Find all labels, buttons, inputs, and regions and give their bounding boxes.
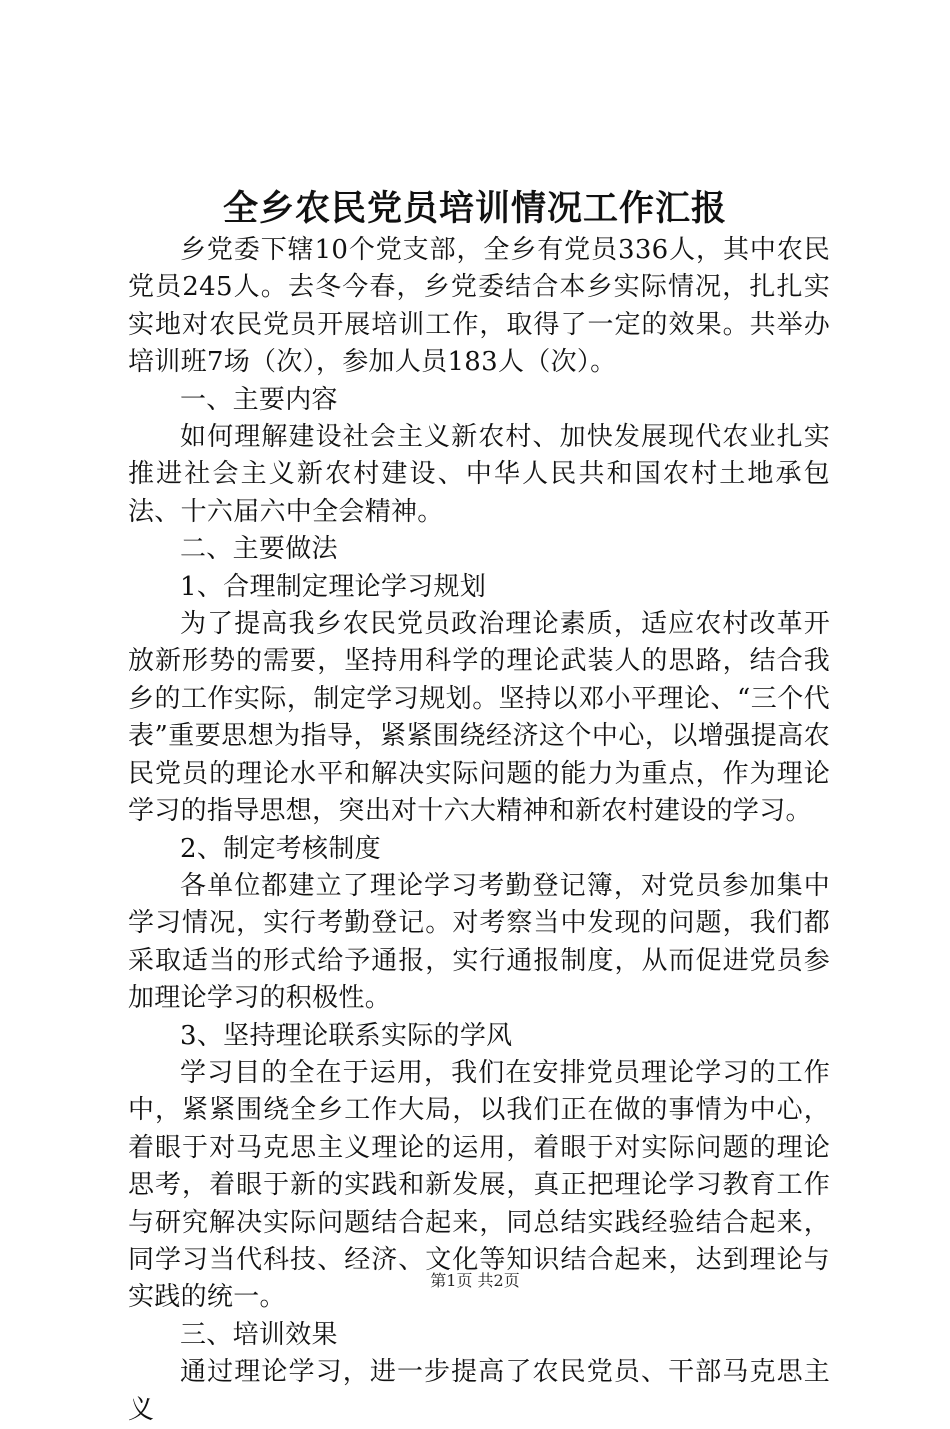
subheading-study-style: 3、坚持理论联系实际的学风 bbox=[180, 1020, 513, 1051]
paragraph-assessment: 各单位都建立了理论学习考勤登记簿，对党员参加集中学习情况，实行考勤登记。对考察当中发现的问题，我们都采取适当的形式给予通报，实行通报制度，从而促进党员参加理论学习的积极性。 bbox=[128, 870, 830, 1014]
paragraph-study-plan: 为了提高我乡农民党员政治理论素质，适应农村改革开放新形势的需要，坚持用科学的理论武装人的思路，结合我乡的工作实际，制定学习规划。坚持以邓小平理论、“三个代表”重要思想为指导，紧紧围绕经济这个中心，以增强提高农民党员的理论水平和解决实际问题的能力为重点，作为理论学习的指导思想，突出对十六大精神和新农村建设的学习。 bbox=[128, 609, 830, 827]
section-heading-main-content: 一、主要内容 bbox=[180, 384, 338, 415]
paragraph-main-content: 如何理解建设社会主义新农村、加快发展现代农业扎实推进社会主义新农村建设、中华人民共和国农村土地承包法、十六届六中全会精神。 bbox=[128, 422, 830, 527]
page-footer: 第1页 共2页 bbox=[430, 1271, 520, 1290]
paragraph-training-results: 通过理论学习，进一步提高了农民党员、干部马克思主义 bbox=[128, 1357, 830, 1425]
paragraph-intro: 乡党委下辖10个党支部，全乡有党员336人，其中农民党员245人。去冬今春，乡党委结合本乡实际情况，扎扎实实地对农民党员开展培训工作，取得了一定的效果。共举办培训班7场（次），参加人员183人（次）。 bbox=[128, 235, 830, 378]
section-heading-main-methods: 二、主要做法 bbox=[180, 534, 338, 565]
paragraph-study-style: 学习目的全在于运用，我们在安排党员理论学习的工作中，紧紧围绕全乡工作大局，以我们正在做的事情为中心，着眼于对马克思主义理论的运用，着眼于对实际问题的理论思考，着眼于新的实践和新发展，真正把理论学习教育工作与研究解决实际问题结合起来，同总结实践经验结合起来，同学习当代科技、经济、文化等知识结合起来，达到理论与实践的统一。 bbox=[128, 1057, 830, 1313]
subheading-assessment: 2、制定考核制度 bbox=[180, 833, 381, 864]
subheading-study-plan: 1、合理制定理论学习规划 bbox=[180, 571, 487, 602]
section-heading-training-results: 三、培训效果 bbox=[180, 1319, 338, 1350]
document-title: 全乡农民党员培训情况工作汇报 bbox=[222, 188, 727, 229]
document-body bbox=[128, 232, 830, 1429]
